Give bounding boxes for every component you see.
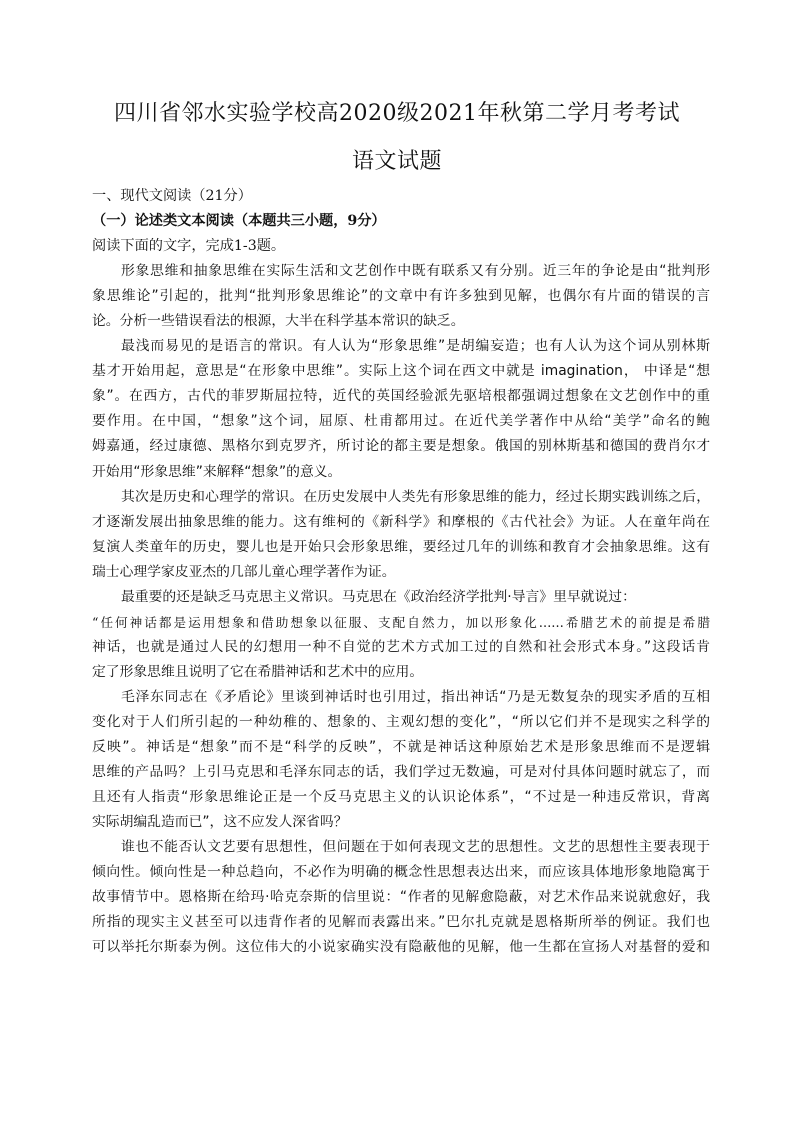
text-line: 且还有人指责“形象思维论正是一个反马克思主义的认识论体系”，“不过是一种违反常识，背离 <box>92 789 710 806</box>
text-line: 思维的产品吗？上引马克思和毛泽东同志的话，我们学过无数遍，可是对付具体问题时就忘了，而 <box>92 764 710 781</box>
text-line: 象”。在西方，古代的菲罗斯屈拉特，近代的英国经验派先驱培根都强调过想象在文艺创作中的重 <box>92 388 710 405</box>
text-line: 复演人类童年的历史，婴儿也是开始只会形象思维，要经过几年的训练和教育才会抽象思维。这有 <box>92 538 710 555</box>
text-line: 实际胡编乱造而已”，这不应发人深省吗？ <box>92 814 348 831</box>
text-line: 其次是历史和心理学的常识。在历史发展中人类先有形象思维的能力，经过长期实践训练之后， <box>121 488 710 505</box>
text-line: 毛泽东同志在《矛盾论》里谈到神话时也引用过，指出神话“乃是无数复杂的现实矛盾的互相 <box>121 688 710 705</box>
text-line: 所指的现实主义甚至可以违背作者的见解而表露出来。”巴尔扎克就是恩格斯所举的例证。我们也 <box>92 914 710 931</box>
text-line: 要作用。在中国，“想象”这个词，屈原、杜甫都用过。在近代美学著作中从给“美学”命名的鲍 <box>92 413 710 430</box>
text-line: 阅读下面的文字，完成1-3题。 <box>92 238 286 255</box>
text-line: 谁也不能否认文艺要有思想性，但问题在于如何表现文艺的思想性。文艺的思想性主要表现于 <box>121 839 710 856</box>
reading-passage <box>92 184 710 960</box>
text-line: 变化对于人们所引起的一种幼稚的、想象的、主观幻想的变化”，“所以它们并不是现实之科学的 <box>92 713 710 730</box>
text-line: 神话，也就是通过人民的幻想用一种不自觉的艺术方式加工过的自然和社会形式本身。”这段话肯 <box>92 638 710 655</box>
text-line: （一）论述类文本阅读（本题共三小题，9分） <box>92 213 386 230</box>
text-line: 才逐渐发展出抽象思维的能力。这有维柯的《新科学》和摩根的《古代社会》为证。人在童年尚在 <box>92 513 710 530</box>
exam-title: 四川省邻水实验学校高2020级2021年秋第二学月考考试 <box>114 101 680 126</box>
text-line: 一、现代文阅读（21分） <box>92 188 252 204</box>
text-line: 瑞士心理学家皮亚杰的几部儿童心理学著作为证。 <box>92 563 396 580</box>
text-line: 倾向性。倾向性是一种总趋向，不必作为明确的概念性思想表达出来，而应该具体地形象地隐寓于 <box>92 864 710 881</box>
text-line: 开始用“形象思维”来解释“想象”的意义。 <box>92 463 342 480</box>
text-line: 故事情节中。恩格斯在给玛·哈克奈斯的信里说：“作者的见解愈隐蔽，对艺术作品来说就愈好，我 <box>92 889 710 906</box>
text-line: 反映”。神话是“想象”而不是“科学的反映”，不就是神话这种原始艺术是形象思维而不是逻辑 <box>92 739 710 756</box>
text-line: “任何神话都是运用想象和借助想象以征服、支配自然力，加以形象化……希腊艺术的前提是希腊 <box>92 614 710 630</box>
text-line: 象思维论”引起的，批判“批判形象思维论”的文章中有许多独到见解，也偶尔有片面的错误的言 <box>92 288 710 305</box>
text-line: 形象思维和抽象思维在实际生活和文艺创作中既有联系又有分别。近三年的争论是由“批判形 <box>121 263 710 280</box>
text-line: 基才开始用起，意思是“在形象中思维”。实际上这个词在西文中就是 imagination， 中译是“想 <box>92 363 710 380</box>
text-line: 可以举托尔斯泰为例。这位伟大的小说家确实没有隐蔽他的见解，他一生都在宣扬人对基督的爱和 <box>92 939 710 956</box>
exam-subtitle: 语文试题 <box>351 149 442 174</box>
text-line: 最重要的还是缺乏马克思主义常识。马克思在《政治经济学批判·导言》里早就说过： <box>121 588 636 605</box>
text-line: 论。分析一些错误看法的根源，大半在科学基本常识的缺乏。 <box>92 313 465 330</box>
text-line: 姆嘉通，经过康德、黑格尔到克罗齐，所讨论的都主要是想象。俄国的别林斯基和德国的费肖尔才 <box>92 438 710 455</box>
text-line: 最浅而易见的是语言的常识。有人认为“形象思维”是胡编妄造；也有人认为这个词从别林斯 <box>121 338 710 355</box>
text-line: 定了形象思维且说明了它在希腊神话和艺术中的应用。 <box>92 663 424 680</box>
